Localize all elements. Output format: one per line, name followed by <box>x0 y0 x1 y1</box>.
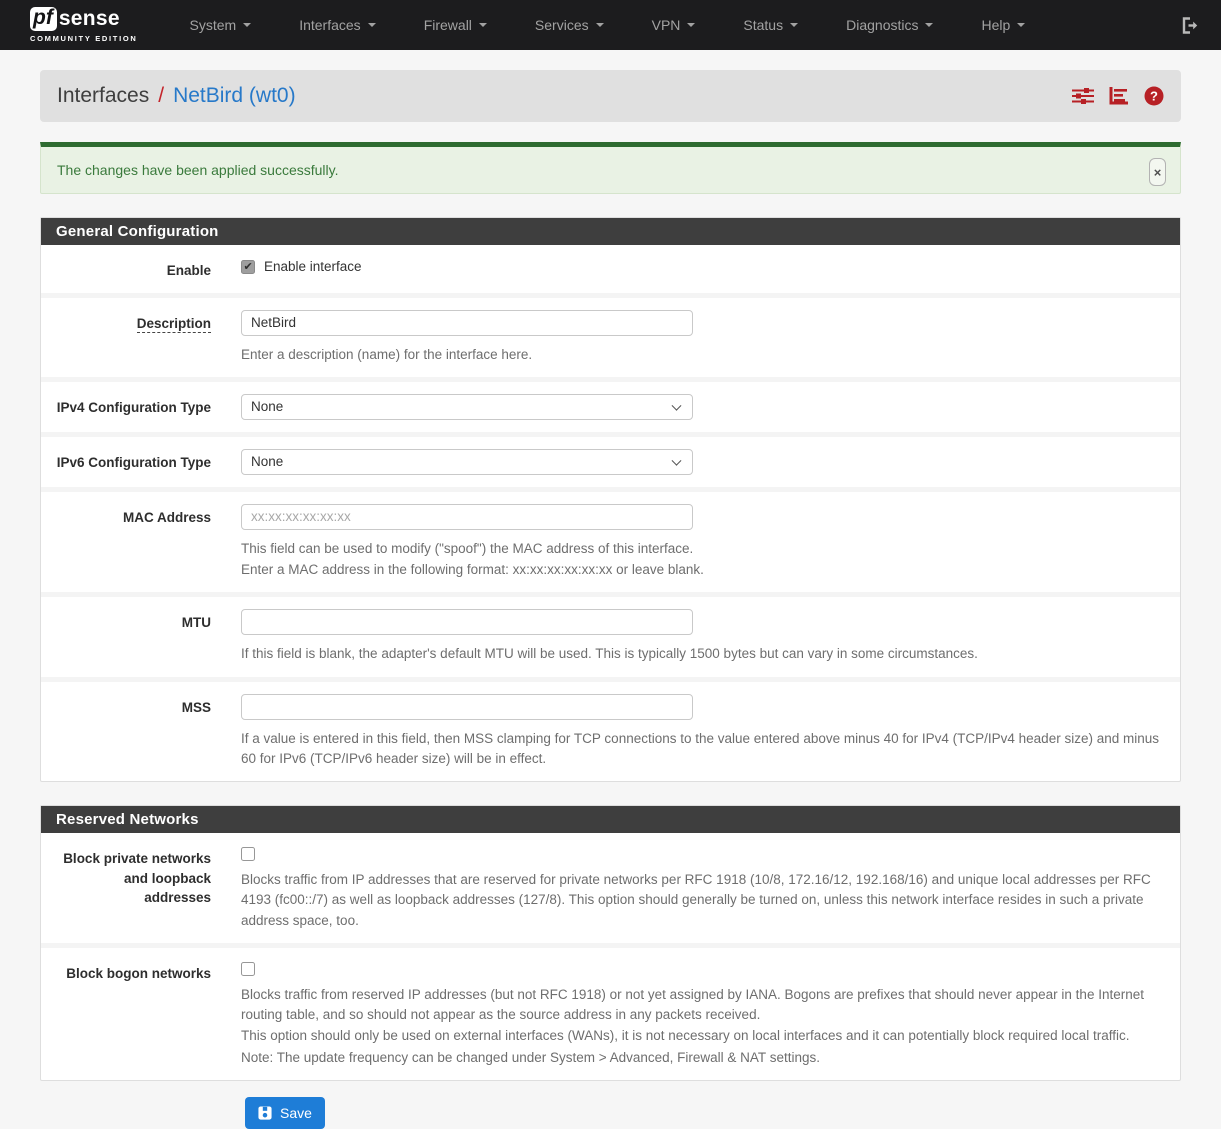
mss-help: If a value is entered in this field, then MSS clamping for TCP connections to the value entered above minus 40 for IPv4 (TCP/IPv4 header size) and minus 60 for IPv6 (TCP/IPv6 header size) will be in effect. <box>241 730 1159 766</box>
save-icon <box>258 1106 272 1120</box>
main-menu <box>166 0 1180 50</box>
panel-title-general-configuration: General Configuration <box>41 218 1180 245</box>
mac-address-help-2: Enter a MAC address in the following format: xx:xx:xx:xx:xx:xx or leave blank. <box>241 562 704 578</box>
success-alert <box>40 142 1181 194</box>
caret-down-icon <box>596 23 604 27</box>
menu-status[interactable]: Status <box>719 0 822 50</box>
help-circle-icon[interactable] <box>1144 86 1164 106</box>
enable-interface-checkbox[interactable] <box>241 260 255 274</box>
menu-services[interactable]: Services <box>511 0 628 50</box>
mac-address-row <box>41 487 1180 593</box>
caret-down-icon <box>790 23 798 27</box>
ipv6-configuration-type-row <box>41 432 1180 487</box>
menu-interfaces[interactable]: Interfaces <box>275 0 399 50</box>
breadcrumb-page-title[interactable]: NetBird (wt0) <box>173 84 296 107</box>
reserved-networks-panel <box>40 805 1181 1081</box>
caret-down-icon <box>243 23 251 27</box>
description-row <box>41 293 1180 377</box>
panel-title-reserved-networks: Reserved Networks <box>41 806 1180 833</box>
breadcrumb-section: Interfaces <box>57 84 150 107</box>
enable-label: Enable <box>166 263 211 278</box>
mtu-row <box>41 592 1180 676</box>
menu-help[interactable]: Help <box>957 0 1049 50</box>
mss-label: MSS <box>181 699 211 715</box>
mac-address-input[interactable] <box>241 504 693 530</box>
mtu-help: If this field is blank, the adapter's default MTU will be used. This is typically 1500 bytes but can vary in some circumstances. <box>241 646 978 662</box>
description-label: Description <box>136 315 211 331</box>
logo-sense-text: sense <box>58 7 120 30</box>
ipv4-configuration-type-select[interactable] <box>241 394 693 420</box>
ipv4-configuration-type-select-wrap <box>241 394 693 420</box>
status-chart-icon[interactable] <box>1109 87 1129 105</box>
mss-row <box>41 677 1180 782</box>
enable-interface-checkbox-label: Enable interface <box>264 259 362 274</box>
block-private-networks-help: Blocks traffic from IP addresses that are reserved for private networks per RFC 1918 (10/8, 172.16/12, 192.168/16) and unique local addresses per RFC 4193 (fc00::/7) as well as loopback addresses (127/8). This option should generally be turned on, unless this network interface resides in such a private address space, too. <box>241 872 1151 928</box>
svg-text:?: ? <box>1150 88 1158 104</box>
pfsense-logo[interactable] <box>30 7 138 43</box>
mtu-label: MTU <box>181 615 211 631</box>
menu-diagnostics[interactable]: Diagnostics <box>822 0 957 50</box>
ipv6-configuration-type-select-wrap <box>241 449 693 475</box>
description-input[interactable] <box>241 310 693 336</box>
caret-down-icon <box>925 23 933 27</box>
mtu-input[interactable] <box>241 609 693 635</box>
mac-address-label: MAC Address <box>122 509 211 525</box>
enable-row <box>41 245 1180 293</box>
ipv6-configuration-type-label: IPv6 Configuration Type <box>56 454 211 470</box>
logo-pf-mark: pf <box>30 7 57 31</box>
ipv4-configuration-type-row <box>41 377 1180 432</box>
caret-down-icon <box>687 23 695 27</box>
breadcrumb <box>40 70 1181 122</box>
mac-address-help-1: This field can be used to modify ("spoof") the MAC address of this interface. <box>241 540 694 556</box>
ipv4-configuration-type-label: IPv4 Configuration Type <box>56 399 211 415</box>
menu-vpn[interactable]: VPN <box>628 0 720 50</box>
block-bogon-networks-help-1: Blocks traffic from reserved IP addresses (but not RFC 1918) or not yet assigned by IANA. Bogons are prefixes that should never appear in the Internet routing table, and so should not appear as the source address in any packets received. <box>241 986 1144 1023</box>
save-button[interactable] <box>245 1097 325 1129</box>
top-navbar <box>0 0 1221 50</box>
alert-close-button[interactable]: × <box>1149 158 1166 186</box>
page-header-icons <box>1072 86 1164 106</box>
block-bogon-networks-help-3: Note: The update frequency can be changed under System > Advanced, Firewall & NAT settings. <box>241 1049 820 1065</box>
block-private-networks-row <box>41 833 1180 943</box>
caret-down-icon <box>479 23 487 27</box>
block-private-networks-label: Block private networks and loopback addresses <box>63 851 211 906</box>
menu-firewall[interactable]: Firewall <box>400 0 511 50</box>
block-bogon-networks-row <box>41 943 1180 1080</box>
save-button-label: Save <box>280 1104 312 1121</box>
caret-down-icon <box>368 23 376 27</box>
block-bogon-networks-checkbox[interactable] <box>241 962 255 976</box>
ipv6-configuration-type-select[interactable] <box>241 449 693 475</box>
sign-out-icon[interactable] <box>1180 16 1199 35</box>
description-help: Enter a description (name) for the interface here. <box>241 346 533 362</box>
block-bogon-networks-help-2: This option should only be used on external interfaces (WANs), it is not necessary on local interfaces and it can potentially block required local traffic. <box>241 1028 1130 1044</box>
menu-system[interactable]: System <box>166 0 276 50</box>
general-configuration-panel <box>40 217 1181 782</box>
mss-input[interactable] <box>241 694 693 720</box>
caret-down-icon <box>1017 23 1025 27</box>
success-alert-message: The changes have been applied successfully. <box>57 162 339 178</box>
sliders-icon[interactable] <box>1072 87 1094 105</box>
block-bogon-networks-label: Block bogon networks <box>66 965 211 981</box>
logo-subtitle: COMMUNITY EDITION <box>30 34 138 43</box>
breadcrumb-separator: / <box>158 84 165 107</box>
block-private-networks-checkbox[interactable] <box>241 847 255 861</box>
